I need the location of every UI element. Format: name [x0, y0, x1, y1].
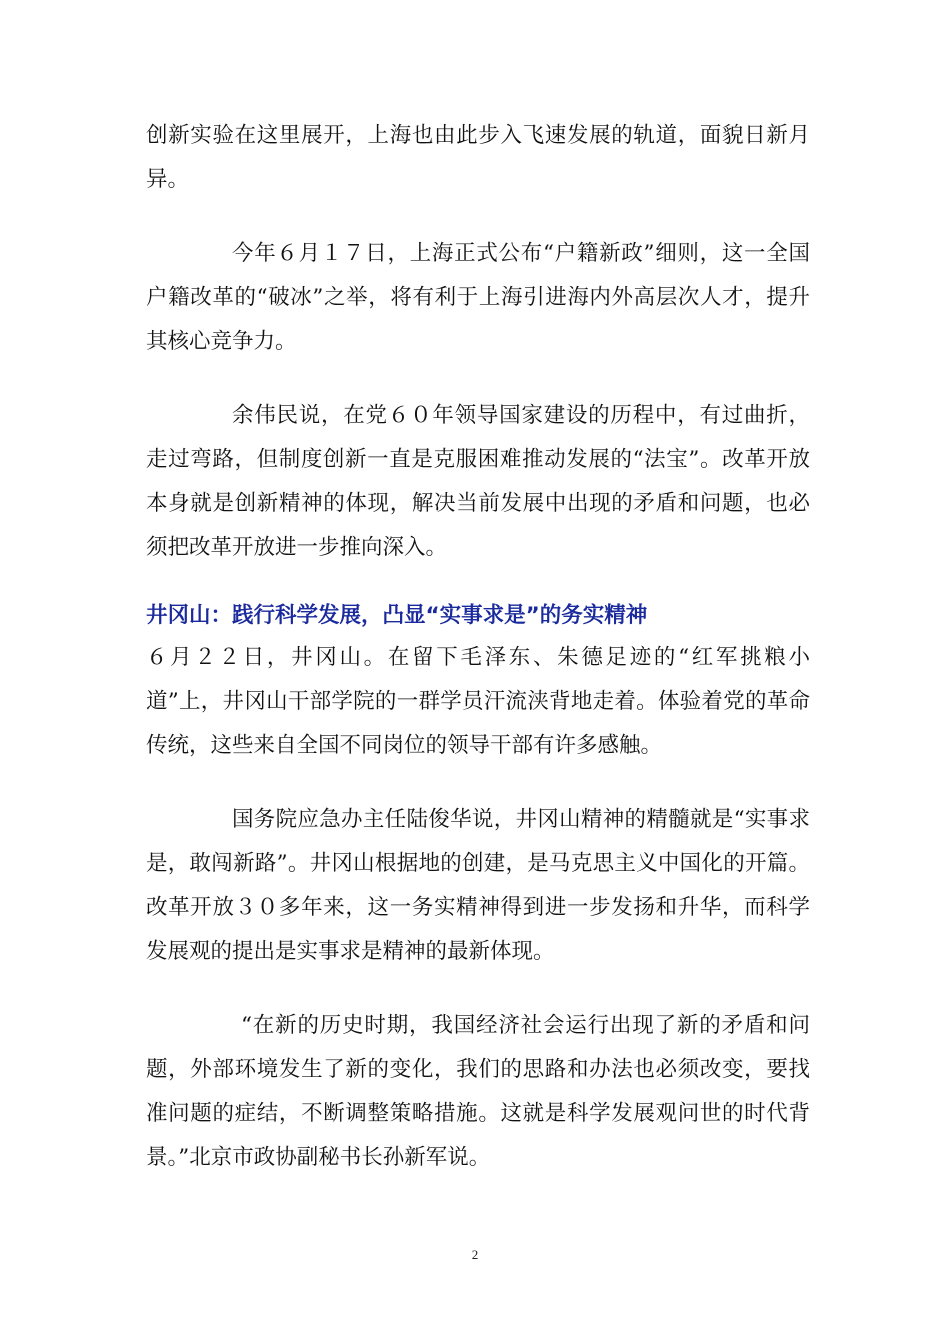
paragraph-continuation: 创新实验在这里展开，上海也由此步入飞速发展的轨道，面貌日新月异。 [146, 123, 810, 192]
paragraph-hukou-policy: 今年６月１７日，上海正式公布“户籍新政”细则，这一全国户籍改革的“破冰”之举，将有利于上海引进海内外高层次人才，提升其核心竞争力。 [146, 241, 810, 354]
section-heading-jinggangshan: 井冈山：践行科学发展，凸显“实事求是”的务实精神 [146, 603, 648, 628]
paragraph-june-22: ６月２２日，井冈山。在留下毛泽东、朱德足迹的“红军挑粮小道”上，井冈山干部学院的一群学员汗流浃背地走着。体验着党的革命传统，这些来自全国不同岗位的领导干部有许多感触。 [146, 645, 810, 758]
paragraph-yu-weimin: 余伟民说，在党６０年领导国家建设的历程中，有过曲折，走过弯路，但制度创新一直是克服困难推动发展的“法宝”。改革开放本身就是创新精神的体现，解决当前发展中出现的矛盾和问题，也必须把改革开放进一步推向深入。 [146, 403, 810, 560]
paragraph-lu-junhua: 国务院应急办主任陆俊华说，井冈山精神的精髓就是“实事求是，敢闯新路”。井冈山根据地的创建，是马克思主义中国化的开篇。改革开放３０多年来，这一务实精神得到进一步发扬和升华，而科学发展观的提出是实事求是精神的最新体现。 [146, 807, 810, 964]
paragraph-sun-xinjun-quote: “在新的历史时期，我国经济社会运行出现了新的矛盾和问题，外部环境发生了新的变化，我们的思路和办法也必须改变，要找准问题的症结，不断调整策略措施。这就是科学发展观问世的时代背景。”北京市政协副秘书长孙新军说。 [146, 1013, 810, 1170]
page-number: 2 [471, 1247, 479, 1262]
document-body [146, 114, 810, 1210]
